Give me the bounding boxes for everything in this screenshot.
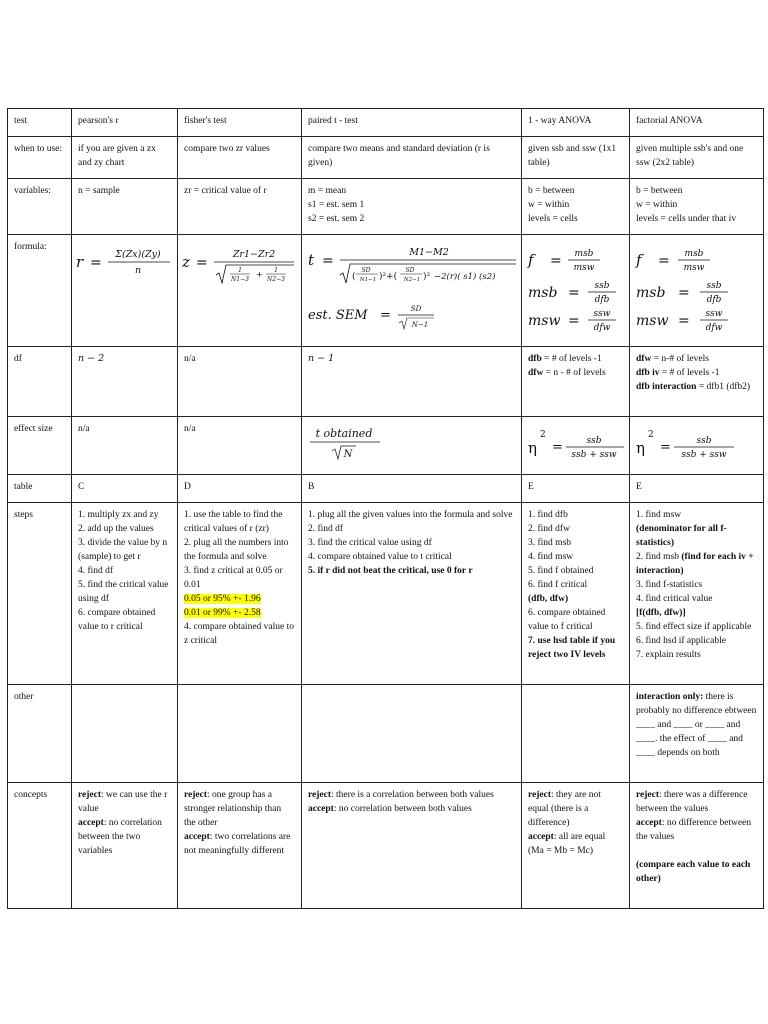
df-key: dfb iv <box>636 368 660 378</box>
accept-text: : no correlation between the two variables <box>78 818 162 856</box>
cell-table-factorial: E <box>630 475 764 503</box>
cell-effect-oneway <box>522 417 630 475</box>
step-line: 4. compare obtained value to z critical <box>184 622 295 646</box>
step-line-bold: (denominator for all f-statistics) <box>636 524 727 548</box>
reject-label: reject <box>184 790 208 800</box>
row-df <box>8 347 764 417</box>
cell-when-fisher: compare two zr values <box>178 137 302 179</box>
cell-formula-pearson <box>72 235 178 347</box>
row-formula <box>8 235 764 347</box>
df-key: dfb interaction <box>636 382 697 392</box>
step-line: 4. find critical value <box>636 594 713 604</box>
formula-msb: msb <box>636 285 666 301</box>
variable-line: n = sample <box>78 186 120 196</box>
effect-numerator: t obtained <box>315 427 373 440</box>
formula-one: 1 <box>274 267 278 274</box>
cell-steps-paired <box>302 503 522 685</box>
row-label-table: table <box>8 475 72 503</box>
interaction-text: there is probably no difference ebtween ____ and ____ or ____ and ____. the effect of ____ and ____ depends on both <box>636 692 757 758</box>
row-label-df: df <box>8 347 72 417</box>
header-factorial-anova: factorial ANOVA <box>630 109 764 137</box>
row-when-to-use <box>8 137 764 179</box>
sem-symbol: est. SEM <box>308 308 368 323</box>
formula-msb: msb <box>574 249 594 259</box>
step-line: 4. find df <box>78 566 114 576</box>
formula-ssb: ssb <box>706 281 722 291</box>
formula-ssw: ssw <box>705 309 723 319</box>
step-line: 3. find msb <box>528 538 572 548</box>
cell-steps-pearson <box>72 503 178 685</box>
row-label-formula: formula: <box>8 235 72 347</box>
step-line-bold: 5. if r did not beat the critical, use 0 for r <box>308 566 473 576</box>
step-line: 2. add up the values <box>78 524 154 534</box>
row-label-variables: variables: <box>8 179 72 235</box>
step-line: 6. compare obtained value to f critical <box>528 608 606 632</box>
cell-when-factorial: given multiple ssb's and one ssw (2x2 table) <box>630 137 764 179</box>
accept-text: : no difference between the values <box>636 818 752 842</box>
cell-steps-factorial <box>630 503 764 685</box>
cell-concepts-oneway <box>522 783 630 909</box>
factorial-formula <box>632 239 760 337</box>
step-line: 4. find msw <box>528 552 574 562</box>
paired-formula <box>304 239 518 337</box>
cell-formula-oneway <box>522 235 630 347</box>
formula-msw: msw <box>683 263 705 273</box>
formula-n1: N1−3 <box>231 276 249 283</box>
step-line: 5. find f obtained <box>528 566 594 576</box>
accept-label: accept <box>308 804 334 814</box>
formula-dfb: dfb <box>706 295 722 305</box>
formula-ssw: ssw <box>593 309 611 319</box>
formula-numerator: Σ(Zx)(Zy) <box>115 249 161 260</box>
step-text: 2. find msb <box>636 552 680 562</box>
row-label-other: other <box>8 685 72 783</box>
pearson-formula <box>74 239 174 285</box>
df-line <box>636 366 757 380</box>
cell-variables-oneway <box>522 179 630 235</box>
cell-when-paired: compare two means and standard deviation (r is given) <box>302 137 522 179</box>
accept-label: accept <box>528 832 554 842</box>
step-line: 2. find df <box>308 524 344 534</box>
header-paired-t-test: paired t - test <box>302 109 522 137</box>
header-test: test <box>8 109 72 137</box>
cell-other-factorial <box>630 685 764 783</box>
oneway-formula <box>524 239 628 337</box>
formula-f: f <box>528 251 534 269</box>
df-key: dfb <box>528 354 542 364</box>
reject-text: : one group has a stronger relationship than the other <box>184 790 282 828</box>
cell-table-paired: B <box>302 475 522 503</box>
step-line: 3. find f-statistics <box>636 580 703 590</box>
cell-steps-fisher <box>178 503 302 685</box>
cell-other-fisher <box>178 685 302 783</box>
interaction-lead: interaction only: <box>636 692 704 702</box>
formula-numerator: Zr1−Zr2 <box>232 249 276 260</box>
variable-line: s1 = est. sem 1 <box>308 200 365 210</box>
cell-effect-fisher: n/a <box>178 417 302 475</box>
eta-denominator: ssb + ssw <box>681 450 727 460</box>
variable-line: zr = critical value of r <box>184 186 267 196</box>
cell-table-oneway: E <box>522 475 630 503</box>
cell-table-pearson: C <box>72 475 178 503</box>
cell-when-pearson: if you are given a zx and zy chart <box>72 137 178 179</box>
eta-symbol: η <box>528 439 537 457</box>
df-line <box>636 380 757 394</box>
formula-msw: msw <box>573 263 595 273</box>
df-value: = n-# of levels <box>651 354 709 364</box>
formula-msw: msw <box>528 313 561 329</box>
step-line: 2. find dfw <box>528 524 570 534</box>
variable-line: levels = cells under that iv <box>636 214 737 224</box>
highlight-95: 0.05 or 95% +- 1.96 <box>184 594 261 604</box>
accept-label: accept <box>636 818 662 828</box>
cell-concepts-fisher <box>178 783 302 909</box>
row-concepts <box>8 783 764 909</box>
header-one-way-anova: 1 - way ANOVA <box>522 109 630 137</box>
formula-symbol: z <box>182 253 190 271</box>
cell-variables-factorial <box>630 179 764 235</box>
cell-formula-factorial <box>630 235 764 347</box>
reject-text: : they are not equal (there is a difference) <box>528 790 601 828</box>
step-line: 1. find msw <box>636 510 682 520</box>
formula-equals: = <box>196 255 208 271</box>
factorial-eta-formula <box>632 421 760 465</box>
highlight-99: 0.01 or 99% +- 2.58 <box>184 608 261 618</box>
cell-variables-paired <box>302 179 522 235</box>
cell-df-paired: n − 1 <box>302 347 522 417</box>
formula-dfw: dfw <box>593 323 611 333</box>
variable-line: s2 = est. sem 2 <box>308 214 365 224</box>
formula-equals: = <box>678 313 690 329</box>
df-line <box>636 352 757 366</box>
reject-text: : we can use the r value <box>78 790 168 814</box>
cell-effect-factorial <box>630 417 764 475</box>
variable-line: b = between <box>636 186 683 196</box>
row-label-when: when to use: <box>8 137 72 179</box>
step-line <box>636 550 757 578</box>
eta-exponent: 2 <box>648 430 654 440</box>
cell-concepts-pearson <box>72 783 178 909</box>
step-line: 5. find effect size if applicable <box>636 622 752 632</box>
paren-close: )²+( <box>379 272 398 282</box>
cell-other-paired <box>302 685 522 783</box>
step-line: 7. explain results <box>636 650 701 660</box>
formula-symbol: t <box>308 251 315 269</box>
cell-other-pearson <box>72 685 178 783</box>
step-line-bold: [f(dfb, dfw)] <box>636 608 686 618</box>
formula-symbol: r <box>76 253 84 271</box>
eta-exponent: 2 <box>540 430 546 440</box>
variable-line: b = between <box>528 186 575 196</box>
cell-effect-paired <box>302 417 522 475</box>
row-steps <box>8 503 764 685</box>
cell-df-factorial <box>630 347 764 417</box>
cell-df-oneway <box>522 347 630 417</box>
formula-equals: = <box>322 253 334 269</box>
formula-msb: msb <box>528 285 558 301</box>
df-value: = n - # of levels <box>543 368 606 378</box>
formula-dfw: dfw <box>705 323 723 333</box>
step-line: 6. compare obtained value to r critical <box>78 608 156 632</box>
row-label-steps: steps <box>8 503 72 685</box>
cell-table-fisher: D <box>178 475 302 503</box>
step-line: 3. find the critical value using df <box>308 538 432 548</box>
row-variables <box>8 179 764 235</box>
formula-msb: msb <box>684 249 704 259</box>
cell-df-fisher: n/a <box>178 347 302 417</box>
step-line-bold: (dfb, dfw) <box>528 594 569 604</box>
df-line <box>528 352 623 366</box>
cell-formula-paired <box>302 235 522 347</box>
df-key: dfw <box>636 354 652 364</box>
effect-denominator: N <box>343 449 353 460</box>
formula-equals: = <box>660 440 671 455</box>
step-bold: (find for each iv + interaction) <box>636 552 754 576</box>
formula-ssb: ssb <box>594 281 610 291</box>
step-line: 3. find z critical at 0.05 or 0.01 <box>184 566 283 590</box>
formula-n2: N2−1 <box>403 277 421 283</box>
variable-line: levels = cells <box>528 214 578 224</box>
cell-formula-fisher <box>178 235 302 347</box>
paren-open: ( <box>352 272 356 282</box>
eta-numerator: ssb <box>696 436 712 446</box>
formula-plus: + <box>256 270 263 279</box>
accept-text: : all are equal (Ma = Mb = Mc) <box>528 832 606 856</box>
step-line: 6. find hsd if applicable <box>636 636 726 646</box>
formula-equals: = <box>552 440 563 455</box>
formula-equals: = <box>678 285 690 301</box>
variable-line: w = within <box>528 200 570 210</box>
cell-steps-oneway <box>522 503 630 685</box>
df-value: = # of levels -1 <box>659 368 720 378</box>
step-line: 4. compare obtained value to t critical <box>308 552 452 562</box>
paired-effect-formula <box>304 421 424 465</box>
step-line: 1. find dfb <box>528 510 568 520</box>
oneway-eta-formula <box>524 421 628 465</box>
cell-other-oneway <box>522 685 630 783</box>
step-line: 1. use the table to find the critical values of r (zr) <box>184 510 283 534</box>
reject-label: reject <box>528 790 552 800</box>
cell-df-pearson: n − 2 <box>72 347 178 417</box>
cell-variables-fisher <box>178 179 302 235</box>
cell-when-oneway: given ssb and ssw (1x1 table) <box>522 137 630 179</box>
reject-label: reject <box>636 790 660 800</box>
eta-denominator: ssb + ssw <box>571 450 617 460</box>
row-label-concepts: concepts <box>8 783 72 909</box>
df-line <box>528 366 623 380</box>
reject-label: reject <box>308 790 332 800</box>
variable-line: m = mean <box>308 186 347 196</box>
row-other <box>8 685 764 783</box>
df-key: dfw <box>528 368 544 378</box>
formula-dfb: dfb <box>594 295 610 305</box>
df-value: = # of levels -1 <box>541 354 602 364</box>
formula-sd: SD <box>405 267 415 274</box>
cell-variables-pearson <box>72 179 178 235</box>
formula-numerator: M1−M2 <box>409 247 449 258</box>
cell-concepts-factorial <box>630 783 764 909</box>
eta-numerator: ssb <box>586 436 602 446</box>
formula-equals: = <box>90 255 102 271</box>
df-value: = dfb1 (dfb2) <box>696 382 751 392</box>
row-effect-size <box>8 417 764 475</box>
formula-equals: = <box>658 253 670 269</box>
formula-equals: = <box>380 308 391 323</box>
accept-label: accept <box>78 818 104 828</box>
highlighted-value <box>184 592 295 606</box>
step-line: 2. plug all the numbers into the formula and solve <box>184 538 289 562</box>
accept-text: : two correlations are not meaningfully different <box>184 832 291 856</box>
accept-label: accept <box>184 832 210 842</box>
sem-numerator: SD <box>410 305 422 313</box>
formula-msw: msw <box>636 313 669 329</box>
eta-symbol: η <box>636 439 645 457</box>
reject-label: reject <box>78 790 102 800</box>
step-line: 1. multiply zx and zy <box>78 510 159 520</box>
variable-line: w = within <box>636 200 678 210</box>
formula-n2: N2−3 <box>267 276 285 283</box>
formula-n1: N1−1 <box>359 277 377 283</box>
header-pearsons-r: pearson's r <box>72 109 178 137</box>
step-line: 3. divide the value by n (sample) to get r <box>78 538 168 562</box>
sem-denominator: N−1 <box>411 321 429 329</box>
row-table <box>8 475 764 503</box>
accept-text: : no correlation between both values <box>333 804 472 814</box>
cell-concepts-paired <box>302 783 522 909</box>
header-fishers-test: fisher's test <box>178 109 302 137</box>
reject-text: : there was a difference between the values <box>636 790 748 814</box>
stats-comparison-table <box>7 108 764 909</box>
formula-denominator: n <box>134 265 142 276</box>
row-label-effect: effect size <box>8 417 72 475</box>
formula-f: f <box>636 251 642 269</box>
formula-equals: = <box>568 285 580 301</box>
step-line: 1. plug all the given values into the formula and solve <box>308 510 513 520</box>
formula-tail: −2(r)( s1) (s2) <box>434 272 496 282</box>
reject-text: : there is a correlation between both values <box>331 790 494 800</box>
step-line: 6. find f critical <box>528 580 588 590</box>
highlighted-value <box>184 606 295 620</box>
formula-one: 1 <box>238 267 242 274</box>
step-line: 5. find the critical value using df <box>78 580 169 604</box>
paren-close: )² <box>423 272 431 282</box>
cell-effect-pearson: n/a <box>72 417 178 475</box>
compare-note: (compare each value to each other) <box>636 860 751 884</box>
formula-equals: = <box>550 253 562 269</box>
formula-equals: = <box>568 313 580 329</box>
fisher-formula <box>180 239 298 291</box>
step-line-bold: 7. use hsd table if you reject two IV levels <box>528 636 616 660</box>
formula-sd: SD <box>361 267 371 274</box>
